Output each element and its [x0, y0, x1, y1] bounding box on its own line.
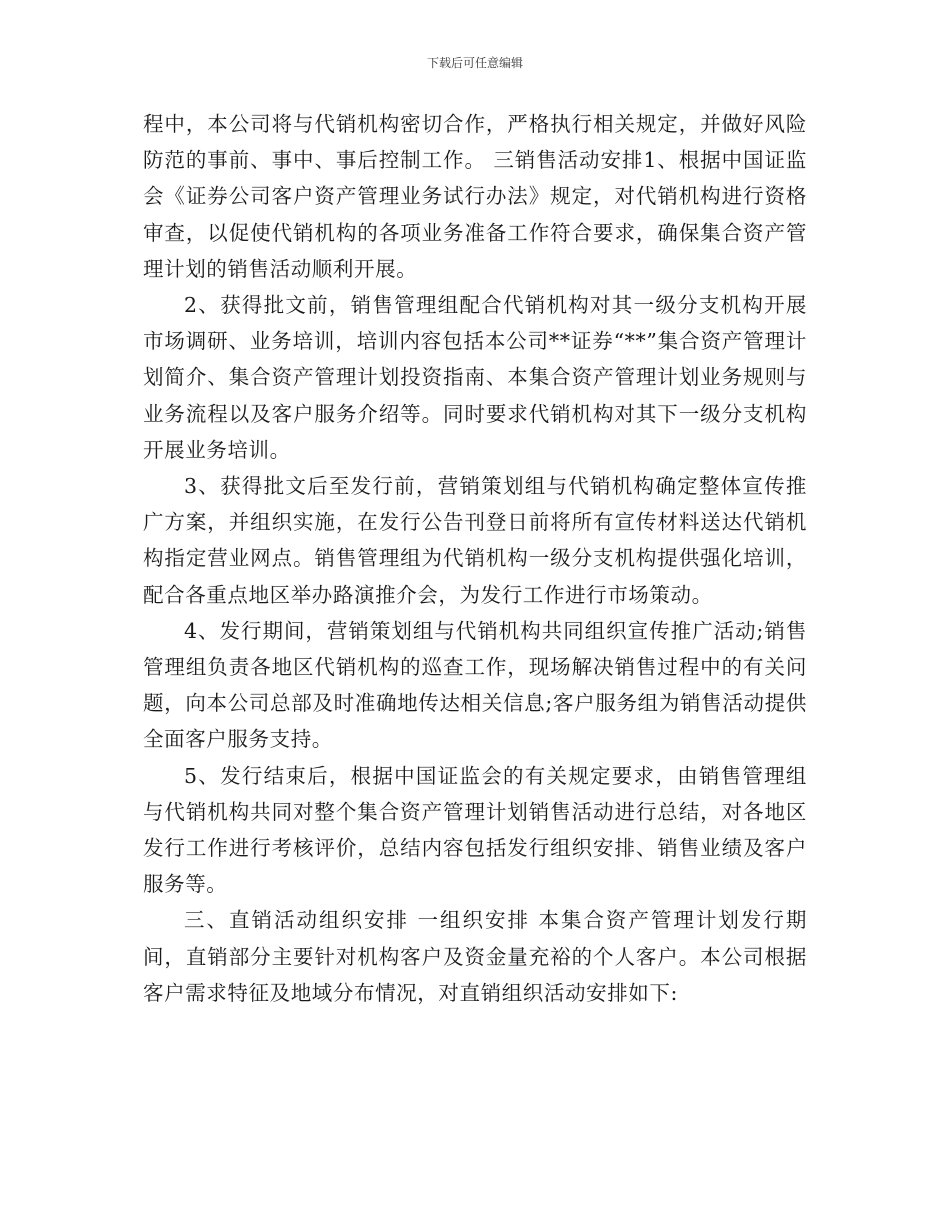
document-body — [143, 106, 807, 1011]
page-header: 下载后可任意编辑 — [426, 56, 523, 70]
paragraph-item-3: 3、获得批文后至发行前，营销策划组与代销机构确定整体宣传推广方案，并组织实施，在发行公告刊登日前将所有宣传材料送达代销机构指定营业网点。销售管理组为代销机构一级分支机构提供强化培训，配合各重点地区举办路演推介会，为发行工作进行市场策动。 — [143, 474, 807, 607]
paragraph-item-5: 5、发行结束后，根据中国证监会的有关规定要求，由销售管理组与代销机构共同对整个集合资产管理计划销售活动进行总结，对各地区发行工作进行考核评价，总结内容包括发行组织安排、销售业绩及客户服务等。 — [143, 763, 807, 897]
paragraph-item-4: 4、发行期间，营销策划组与代销机构共同组织宣传推广活动;销售管理组负责各地区代销机构的巡查工作，现场解决销售过程中的有关问题，向本公司总部及时准确地传达相关信息;客户服务组为销售活动提供全面客户服务支持。 — [143, 618, 807, 752]
paragraph-section-3: 三、直销活动组织安排 一组织安排 本集合资产管理计划发行期间，直销部分主要针对机构客户及资金量充裕的个人客户。本公司根据客户需求特征及地域分布情况，对直销组织活动安排如下: — [143, 908, 807, 1005]
paragraph-continuation: 程中，本公司将与代销机构密切合作，严格执行相关规定，并做好风险防范的事前、事中、事后控制工作。 三销售活动安排1、根据中国证监会《证券公司客户资产管理业务试行办法》规定，对代销机构进行资格审查，以促使代销机构的各项业务准备工作符合要求，确保集合资产管理计划的销售活动顺利开展。 — [143, 112, 807, 281]
paragraph-item-2: 2、获得批文前，销售管理组配合代销机构对其一级分支机构开展市场调研、业务培训，培训内容包括本公司**证券“**”集合资产管理计划简介、集合资产管理计划投资指南、本集合资产管理计划业务规则与业务流程以及客户服务介绍等。同时要求代销机构对其下一级分支机构开展业务培训。 — [143, 293, 807, 462]
